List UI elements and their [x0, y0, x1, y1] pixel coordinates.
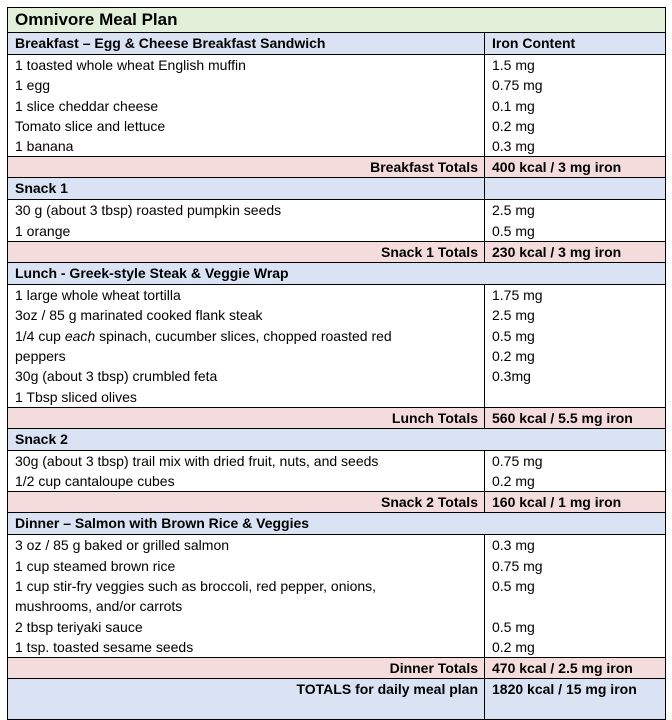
food-item: 1 egg: [15, 77, 51, 94]
food-item: Tomato slice and lettuce: [15, 117, 166, 134]
section-title: Lunch - Greek-style Steak & Veggie Wrap: [8, 263, 666, 285]
iron-value: 0.2 mg: [492, 117, 535, 134]
food-list: [8, 200, 485, 242]
grand-total-row: [8, 679, 666, 720]
section-total-snack-2: [8, 492, 666, 513]
iron-list: [485, 55, 666, 157]
food-item: 1/4 cup each spinach, cucumber slices, chopped roasted red: [15, 327, 392, 344]
section-total-snack-1: [8, 242, 666, 263]
food-list: [8, 535, 485, 658]
iron-value: 0.5 mg: [492, 327, 535, 344]
section-header-lunch: [8, 263, 666, 285]
iron-value: 0.2 mg: [492, 473, 535, 490]
meal-plan-document: [7, 7, 665, 720]
food-item: 3oz / 85 g marinated cooked flank steak: [15, 307, 263, 324]
iron-value: 1.75 mg: [492, 287, 543, 304]
total-label: Breakfast Totals: [8, 157, 485, 178]
section-items-dinner: [8, 535, 666, 658]
section-total-lunch: [8, 407, 666, 428]
food-item: 1 cup steamed brown rice: [15, 557, 176, 574]
food-item: 1 cup stir-fry veggies such as broccoli, red pepper, onions,: [15, 578, 377, 595]
section-items-lunch: [8, 285, 666, 408]
food-list: [8, 450, 485, 492]
food-item: 30g (about 3 tbsp) trail mix with dried fruit, nuts, and seeds: [15, 452, 379, 469]
iron-value: 0.3 mg: [492, 138, 535, 155]
iron-value: 0.5 mg: [492, 578, 535, 595]
iron-value: 0.3 mg: [492, 537, 535, 554]
section-items-snack-1: [8, 200, 666, 242]
food-item: 1 toasted whole wheat English muffin: [15, 57, 246, 73]
total-label: Snack 1 Totals: [8, 242, 485, 263]
iron-value: 2.5 mg: [492, 202, 535, 219]
food-item: 1 orange: [15, 222, 71, 239]
food-item: 2 tbsp teriyaki sauce: [15, 618, 143, 635]
total-value: 470 kcal / 2.5 mg iron: [485, 658, 666, 679]
section-title: Snack 1: [8, 178, 485, 200]
total-value: 400 kcal / 3 mg iron: [485, 157, 666, 178]
total-value: 160 kcal / 1 mg iron: [485, 492, 666, 513]
food-item: 30 g (about 3 tbsp) roasted pumpkin seeds: [15, 202, 282, 219]
iron-value: 0.75 mg: [492, 557, 543, 574]
iron-list: [485, 535, 666, 658]
section-title: Breakfast – Egg & Cheese Breakfast Sandwich: [8, 33, 485, 55]
food-list: [8, 55, 485, 157]
iron-list: [485, 450, 666, 492]
grand-total-label: TOTALS for daily meal plan: [8, 679, 485, 720]
section-total-breakfast: [8, 157, 666, 178]
iron-column-header: Iron Content: [485, 33, 666, 55]
section-title: Snack 2: [8, 428, 666, 450]
food-item: 30g (about 3 tbsp) crumbled feta: [15, 368, 218, 385]
food-item: peppers: [15, 347, 66, 364]
iron-value: 0.75 mg: [492, 77, 543, 94]
iron-value: 0.5 mg: [492, 618, 535, 635]
total-value: 560 kcal / 5.5 mg iron: [485, 407, 666, 428]
food-item: 1 tsp. toasted sesame seeds: [15, 638, 194, 655]
iron-list: [485, 285, 666, 408]
section-total-dinner: [8, 658, 666, 679]
food-list: [8, 285, 485, 408]
empty-header-cell: [485, 178, 666, 200]
total-label: Lunch Totals: [8, 407, 485, 428]
iron-value: [492, 387, 665, 407]
food-item: 1/2 cup cantaloupe cubes: [15, 473, 175, 490]
iron-value: 1.5 mg: [492, 57, 535, 73]
page-title: Omnivore Meal Plan: [8, 8, 666, 33]
section-header-breakfast: [8, 33, 666, 55]
iron-value: 0.1 mg: [492, 97, 535, 114]
iron-value: 0.75 mg: [492, 452, 543, 469]
total-label: Dinner Totals: [8, 658, 485, 679]
iron-value: 0.2 mg: [492, 638, 535, 655]
section-header-snack-1: [8, 178, 666, 200]
iron-value: 0.2 mg: [492, 347, 535, 364]
iron-value: [492, 596, 665, 616]
total-label: Snack 2 Totals: [8, 492, 485, 513]
food-item: 3 oz / 85 g baked or grilled salmon: [15, 537, 230, 554]
food-item: 1 large whole wheat tortilla: [15, 287, 181, 304]
section-header-dinner: [8, 513, 666, 535]
food-item: mushrooms, and/or carrots: [15, 598, 183, 615]
section-title: Dinner – Salmon with Brown Rice & Veggies: [8, 513, 666, 535]
iron-value: 0.3mg: [492, 368, 531, 385]
section-items-snack-2: [8, 450, 666, 492]
total-value: 230 kcal / 3 mg iron: [485, 242, 666, 263]
meal-plan-table: [7, 7, 666, 720]
section-items-breakfast: [8, 55, 666, 157]
food-item-emphasis: [15, 326, 484, 346]
iron-list: [485, 200, 666, 242]
food-item: 1 slice cheddar cheese: [15, 97, 159, 114]
food-item: 1 banana: [15, 138, 74, 155]
food-item: 1 Tbsp sliced olives: [15, 388, 137, 405]
iron-value: 0.5 mg: [492, 222, 535, 239]
section-header-snack-2: [8, 428, 666, 450]
grand-total-value: 1820 kcal / 15 mg iron: [485, 679, 666, 720]
iron-value: 2.5 mg: [492, 307, 535, 324]
title-row: [8, 8, 666, 33]
